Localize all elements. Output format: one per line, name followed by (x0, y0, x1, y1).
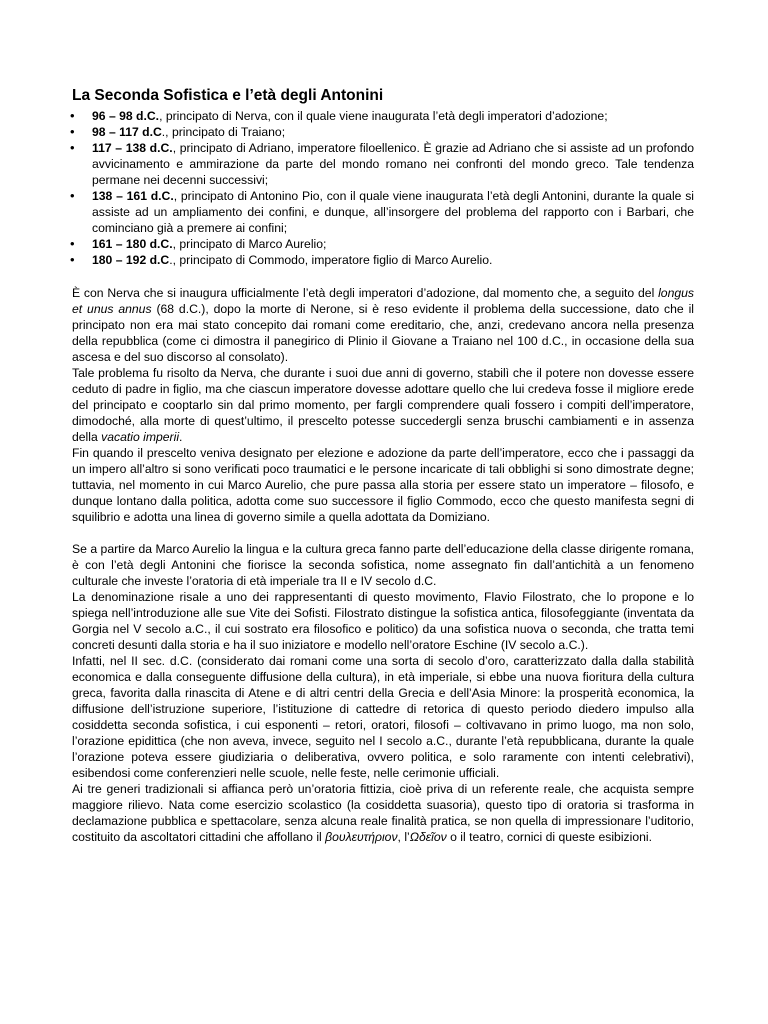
paragraph-succession (72, 365, 694, 445)
timeline-date: 161 – 180 d.C. (92, 237, 173, 251)
text-run: , l’ (397, 830, 410, 844)
paragraph-fictitious-oratory (72, 781, 694, 845)
italic-term: Ωδεῖον (409, 830, 447, 844)
italic-term: longus et unus annus (72, 286, 694, 316)
timeline-text: , principato di Antonino Pio, con il quale viene inaugurata l’età degli Antonini, durante la quale si assiste ad un ampliamento dei confini, e dunque, all’insorgere del problema del rapporto con i Barbari, che cominciano già a premere ai confini; (92, 189, 694, 235)
timeline-item (72, 188, 694, 236)
timeline-list (72, 108, 694, 268)
timeline-date: 180 – 192 d.C (92, 253, 170, 267)
document-page (72, 86, 694, 845)
text-run: Ai tre generi tradizionali si affianca però un’oratoria fittizia, cioè priva di un referente reale, che acquista sempre maggiore rilievo. Nata come esercizio scolastico (la cosiddetta suasoria), questo tipo di oratoria si trasforma in declamazione pubblica e spettacolare, senza alcuna reale finalità pratica, se non quella di impressionare l’uditorio, costituito da ascoltatori cittadini che affollano il (72, 782, 694, 844)
timeline-item (72, 236, 694, 252)
text-run: Tale problema fu risolto da Nerva, che durante i suoi due anni di governo, stabilì che il potere non dovesse essere ceduto di padre in figlio, ma che ciascun imperatore dovesse adottare quello che lui credeva fosse il migliore erede del principato e cooptarlo sin dal primo momento, per fargli comprendere quali fossero i compiti dell’imperatore, dimodoché, alla morte di quest’ultimo, il prescelto potesse succedergli senza bruschi cambiamenti e in assenza della (72, 366, 694, 444)
text-run: . (179, 430, 183, 444)
timeline-text: ., principato di Traiano; (161, 125, 286, 139)
timeline-date: 96 – 98 d.C. (92, 109, 160, 123)
timeline-item (72, 140, 694, 188)
paragraph-filostrato: La denominazione risale a uno dei rappresentanti di questo movimento, Flavio Filostrato, che lo propone e lo spiega nell’introduzione alle sue Vite dei Sofisti. Filostrato distingue la sofistica antica, filosofeggiante (inventata da Gorgia nel V secolo a.C., il cui sostrato era filosofico e politico) da una sofistica nuova o seconda, che tratta temi concreti desunti dalla storia e ha il suo iniziatore e modello nell’oratore Eschine (IV secolo a.C.). (72, 590, 694, 652)
timeline-date: 98 – 117 d.C (92, 125, 162, 139)
paragraph-marco-aurelio: Se a partire da Marco Aurelio la lingua e la cultura greca fanno parte dell’educazione della classe dirigente romana, è con l’età degli Antonini che fiorisce la seconda sofistica, nome assegnato fin dall’antichità a un fenomeno culturale che investe l’oratoria di età imperiale tra II e IV secolo d.C. (72, 542, 694, 588)
timeline-date: 117 – 138 d.C. (92, 141, 173, 155)
timeline-item (72, 252, 694, 268)
paragraph-commodus: Fin quando il prescelto veniva designato per elezione e adozione da parte dell’imperatore, ecco che i passaggi da un impero all’altro si sono verificati poco traumatici e le persone incaricate di tali obblighi si sono dimostrate degne; tuttavia, nel momento in cui Marco Aurelio, che pure passa alla storia per essere stato un imperatore – filosofo, e dunque lontano dalla politica, adotta come suo successore il figlio Commodo, ecco che questo manifesta segni di squilibrio e adotta una linea di governo simile a quella adottata da Domiziano. (72, 446, 694, 524)
timeline-text: ., principato di Commodo, imperatore figlio di Marco Aurelio. (169, 253, 493, 267)
text-run: È con Nerva che si inaugura ufficialmente l’età degli imperatori d’adozione, dal momento che, a seguito del (72, 286, 659, 300)
timeline-text: , principato di Adriano, imperatore filoellenico. È grazie ad Adriano che si assiste ad un profondo avvicinamento e ammirazione da parte del mondo romano nei confronti del mondo greco. Tale tendenza permane nei decenni successivi; (92, 141, 694, 187)
timeline-date: 138 – 161 d.C. (92, 189, 174, 203)
timeline-item (72, 108, 694, 124)
paragraph-second-century: Infatti, nel II sec. d.C. (considerato dai romani come una sorta di secolo d’oro, caratterizzato dalla dalla stabilità economica e dalla conseguente diffusione della cultura), in età imperiale, si ebbe una nuova fioritura della cultura greca, favorita dalla rinascita di Atene e di altri centri della Grecia e dell’Asia Minore: la prosperità economica, la diffusione dell’istruzione superiore, l’istituzione di cattedre di retorica di questo periodo diedero impulso alla cosiddetta seconda sofistica, i cui esponenti – retori, oratori, filosofi – coltivavano in primo luogo, ma non solo, l’orazione epidittica (che non aveva, invece, seguito nel I secolo a.C., durante l’età repubblicana, durante la quale l’orazione poteva essere giudiziaria o deliberativa, ovvero politica, e solo raramente con intenti celebrativi), esibendosi come conferenzieri nelle scuole, nelle feste, nelle cerimonie ufficiali. (72, 654, 694, 780)
text-run: o il teatro, cornici di queste esibizioni. (446, 830, 652, 844)
text-run: (68 d.C.), dopo la morte di Nerone, si è reso evidente il problema della successione, dato che il principato non era mai stato concepito dai romani come ereditario, che, anzi, credevano ancora nella presenza della repubblica (come ci dimostra il panegirico di Plinio il Giovane a Traiano nel 100 d.C., in occasione della sua ascesa e del suo discorso al consolato). (72, 302, 694, 364)
paragraph-gap (72, 525, 694, 541)
italic-term: vacatio imperii (101, 430, 180, 444)
document-title: La Seconda Sofistica e l’età degli Antonini (72, 87, 384, 104)
timeline-text: , principato di Nerva, con il quale viene inaugurata l’età degli imperatori d’adozione; (159, 109, 608, 123)
paragraph-nerva (72, 285, 694, 365)
italic-term: βουλευτήριον (325, 830, 398, 844)
timeline-item (72, 124, 694, 140)
timeline-text: , principato di Marco Aurelio; (172, 237, 327, 251)
